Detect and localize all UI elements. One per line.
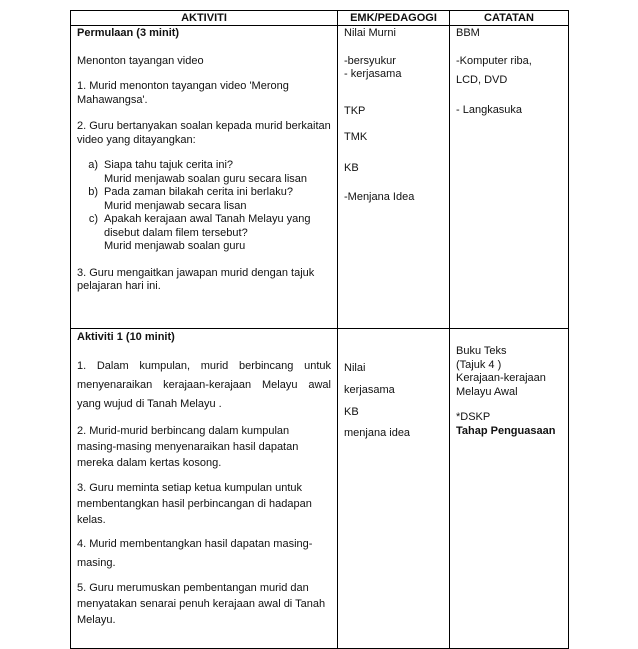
emk-bersyukur: -bersyukur bbox=[344, 54, 396, 67]
header-row bbox=[71, 11, 569, 26]
header-aktiviti: AKTIVITI bbox=[71, 11, 338, 26]
aktiviti-cell-permulaan bbox=[71, 26, 338, 329]
catatan-komputer: -Komputer riba, bbox=[456, 54, 532, 67]
step-text: 2. Guru bertanyakan soalan kepada murid berkaitan video yang ditayangkan: bbox=[77, 120, 331, 146]
intro-text: Menonton tayangan video bbox=[77, 54, 204, 67]
header-catatan: CATATAN bbox=[450, 11, 569, 26]
question-list bbox=[77, 159, 331, 254]
emk-nilai: Nilai Murni bbox=[344, 27, 396, 39]
emk-kb: KB bbox=[344, 161, 359, 174]
section-title: Aktiviti 1 (10 minit) bbox=[77, 331, 175, 343]
list-marker: a) bbox=[88, 159, 98, 171]
catatan-kerajaan: Kerajaan-kerajaan Melayu Awal bbox=[456, 372, 546, 398]
emk-tmk: TMK bbox=[344, 131, 368, 143]
emk-nilai: Nilai bbox=[344, 362, 366, 374]
question-text: Siapa tahu tajuk cerita ini? bbox=[104, 159, 234, 171]
step-text: 1. Dalam kumpulan, murid berbincang untuk menyenaraikan kerajaan-kerajaan Melayu awal yang wujud di Tanah Melayu . bbox=[77, 359, 331, 410]
step-text: 5. Guru merumuskan pembentangan murid dan menyatakan senarai penuh kerajaan awal di Tanah Melayu. bbox=[77, 581, 326, 626]
answer-text: Murid menjawab soalan guru bbox=[104, 240, 246, 252]
emk-menjana: -Menjana Idea bbox=[344, 191, 415, 203]
question-text: Pada zaman bilakah cerita ini berlaku? bbox=[104, 186, 293, 198]
answer-text: Murid menjawab secara lisan bbox=[104, 199, 247, 212]
question-item bbox=[77, 159, 331, 186]
question-text: Apakah kerajaan awal Tanah Melayu yang disebut dalam filem tersebut? bbox=[104, 213, 311, 239]
section-title: Permulaan (3 minit) bbox=[77, 27, 180, 39]
catatan-tajuk: (Tajuk 4 ) bbox=[456, 358, 502, 371]
step-text: 3. Guru mengaitkan jawapan murid dengan tajuk pelajaran hari ini. bbox=[77, 266, 315, 292]
emk-cell-aktiviti-1 bbox=[338, 329, 450, 649]
catatan-cell-permulaan bbox=[450, 26, 569, 329]
emk-cell-permulaan bbox=[338, 26, 450, 329]
emk-kerjasama: kerjasama bbox=[344, 384, 395, 396]
answer-text: Murid menjawab soalan guru secara lisan bbox=[104, 172, 307, 185]
catatan-dskp: *DSKP bbox=[456, 411, 491, 423]
row-permulaan bbox=[71, 26, 569, 329]
row-aktiviti-1 bbox=[71, 329, 569, 649]
step-text: 2. Murid-murid berbincang dalam kumpulan masing-masing menyenaraikan hasil dapatan mereka dalam kertas kosong. bbox=[77, 424, 299, 469]
catatan-tahap: Tahap Penguasaan bbox=[456, 424, 556, 437]
emk-kb: KB bbox=[344, 406, 359, 418]
list-marker: c) bbox=[88, 213, 98, 225]
emk-tkp: TKP bbox=[344, 104, 366, 117]
emk-kerjasama: - kerjasama bbox=[344, 68, 402, 80]
step-text: 1. Murid menonton tayangan video 'Merong Mahawangsa'. bbox=[77, 80, 289, 106]
catatan-buku: Buku Teks bbox=[456, 345, 507, 357]
catatan-bbm: BBM bbox=[456, 27, 480, 39]
catatan-langkasuka: - Langkasuka bbox=[456, 103, 523, 116]
step-text: 4. Murid membentangkan hasil dapatan masing-masing. bbox=[77, 537, 313, 569]
step-text: 3. Guru meminta setiap ketua kumpulan untuk membentangkan hasil perbincangan di hadapan kelas. bbox=[77, 481, 312, 526]
question-item bbox=[77, 213, 331, 254]
aktiviti-cell-aktiviti-1 bbox=[71, 329, 338, 649]
list-marker: b) bbox=[88, 186, 98, 198]
catatan-cell-aktiviti-1 bbox=[450, 329, 569, 649]
catatan-lcd: LCD, DVD bbox=[456, 74, 508, 86]
header-emk: EMK/PEDAGOGI bbox=[338, 11, 450, 26]
lesson-plan-table bbox=[70, 10, 569, 649]
emk-menjana: menjana idea bbox=[344, 427, 411, 439]
question-item bbox=[77, 186, 331, 213]
